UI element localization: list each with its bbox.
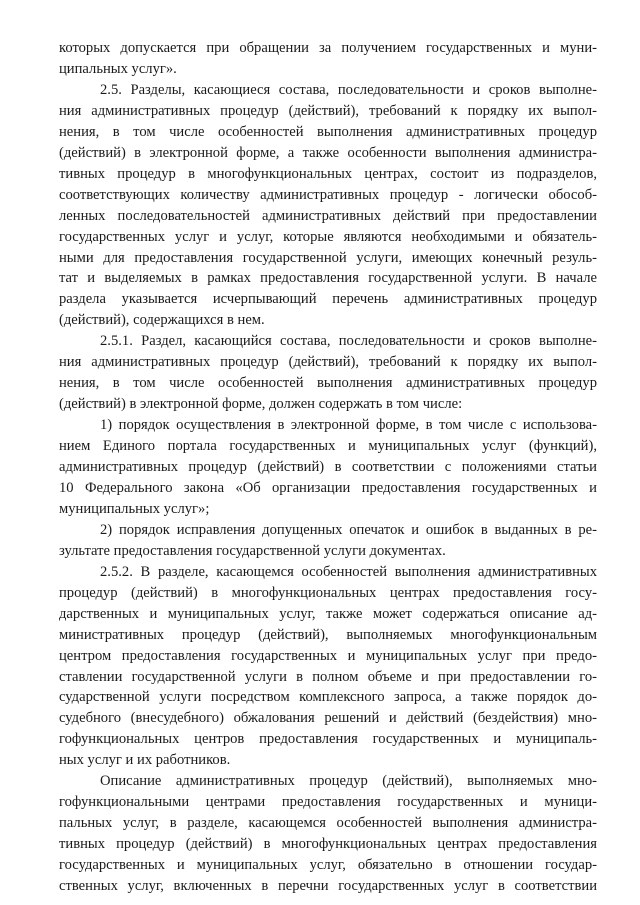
- text-line: центром предоставления государственных и муниципальных услуг при предо-: [59, 647, 597, 664]
- text-line: пальных услуг, в разделе, касающемся особенностей выполнения администра-: [59, 815, 597, 832]
- text-line: тат и выделяемых в рамках предоставления государственной услуги. В начале: [59, 270, 597, 287]
- text-line: ципальных услуг».: [59, 60, 177, 77]
- text-line: административных процедур (действий) в соответствии с положениями статьи: [59, 459, 597, 475]
- text-line: раздела указывается исчерпывающий перечень административных процедур: [59, 291, 597, 308]
- text-line: гофункциональных центров предоставления государственных и муниципаль-: [59, 731, 597, 748]
- text-line: нием Единого портала государственных и муниципальных услуг (функций),: [59, 438, 597, 455]
- text-line: нения, в том числе особенностей выполнения административных процедур: [59, 123, 597, 140]
- text-line: дарственных и муниципальных услуг, также может содержаться описание ад-: [59, 605, 597, 622]
- text-line: Описание административных процедур (действий), выполняемых мно-: [100, 773, 597, 790]
- text-line: зультате предоставления государственной услуги документах.: [59, 542, 446, 559]
- text-line: 2.5. Разделы, касающиеся состава, последовательности и сроков выполне-: [100, 81, 597, 98]
- text-line: 2) порядок исправления допущенных опечаток и ошибок в выданных в ре-: [100, 521, 597, 538]
- text-line: соответствующих количеству административных процедур - логически обособ-: [59, 186, 597, 203]
- text-line: сударственной услуги посредством комплексного запроса, а также порядок до-: [59, 689, 597, 706]
- text-line: ных услуг и их работников.: [59, 752, 231, 769]
- text-line: государственных и муниципальных услуг, обязательно в отношении государ-: [59, 857, 597, 874]
- text-line: тивных процедур (действий) в многофункциональных центрах предоставления: [59, 836, 597, 853]
- text-line: (действий) в электронной форме, а также особенности выполнения администра-: [59, 144, 597, 161]
- text-line: 1) порядок осуществления в электронной форме, в том числе с использова-: [100, 417, 597, 434]
- text-line: 2.5.1. Раздел, касающийся состава, последовательности и сроков выполне-: [100, 333, 597, 350]
- text-line: ния административных процедур (действий), требований к порядку их выпол-: [59, 102, 597, 119]
- text-line: ными для предоставления государственной услуги, имеющих конечный резуль-: [59, 249, 597, 266]
- text-line: государственных услуг и услуг, которые являются необходимыми и обязатель-: [59, 228, 597, 245]
- text-line: 10 Федерального закона «Об организации предоставления государственных и: [59, 479, 597, 496]
- text-line: (действий), содержащихся в нем.: [59, 312, 265, 329]
- text-line: (действий) в электронной форме, должен содержать в том числе:: [59, 396, 463, 413]
- text-line: ственных услуг, включенных в перечни государственных услуг в соответствии: [59, 878, 597, 894]
- text-line: которых допускается при обращении за получением государственных и муни-: [59, 40, 597, 56]
- text-line: гофункциональными центрами предоставления государственных и муници-: [59, 794, 597, 811]
- text-line: 2.5.2. В разделе, касающемся особенностей выполнения административных: [100, 563, 597, 580]
- text-line: тивных процедур в многофункциональных центрах, состоит из подразделов,: [59, 165, 597, 182]
- text-line: процедур (действий) в многофункциональных центрах предоставления госу-: [59, 584, 597, 601]
- text-line: муниципальных услуг»;: [59, 500, 210, 517]
- text-line: министративных процедур (действий), выполняемых многофункциональным: [59, 626, 597, 643]
- text-line: нения, в том числе особенностей выполнения административных процедур: [59, 375, 597, 392]
- text-line: ния административных процедур (действий), требований к порядку их выпол-: [59, 354, 597, 371]
- text-line: ленных последовательностей административных действий при предоставлении: [59, 207, 597, 224]
- text-line: ставлении государственной услуги в полном объеме и при предоставлении го-: [59, 668, 597, 685]
- text-line: судебного (внесудебного) обжалования решений и действий (бездействия) мно-: [59, 710, 597, 727]
